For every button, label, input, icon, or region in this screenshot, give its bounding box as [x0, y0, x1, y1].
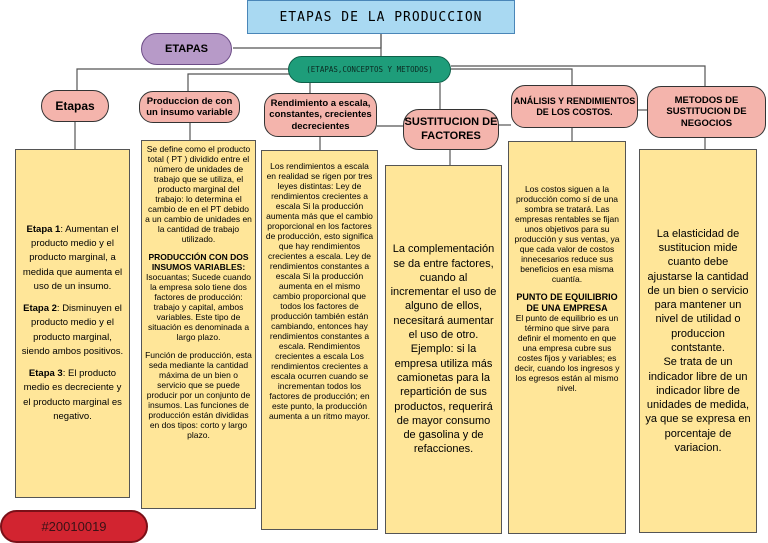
etapa-2-text: : Disminuyen el producto medio y el producto marginal, siendo ambos positivos. — [21, 303, 124, 357]
header-analisis: ANÁLISIS Y RENDIMIENTOS DE LOS COSTOS. — [511, 85, 638, 128]
concepts-node: (ETAPAS,CONCEPTOS Y METODOS) — [288, 56, 451, 83]
sustitucion-box — [385, 165, 502, 534]
rendimiento-text: Los rendimientos a escala en realidad se rigen por tres leyes distintas: Ley de rendimientos crecientes a escala Si la producción aumenta más que el cambio proporcional en los factores de producción, esto significa que hay rendimientos crecientes a escala. Ley de rendimientos constantes a escala Si la producción aumenta en el mismo cambio proporcional que todos los factores de producción también están cambiando, entonces hay rendimientos constantes a escala. Rendimientos crecientes a escala Los rendimientos crecientes a escala ocurren cuando se incrementan todos los factores de producción; en este punto, la producción aumenta a un ritmo mayor. — [265, 161, 374, 422]
etapa-2 — [19, 302, 126, 359]
etapas-box — [15, 149, 130, 498]
etapa-3-label: Etapa 3 — [28, 368, 63, 380]
sustitucion-text: La complementación se da entre factores, cuando al incrementar el uso de alguno de ellos, necesitará aumentar el uso de otro. Ejemplo: si la empresa utiliza más camionetas para la repartición de sus productos, requerirá de mayor consumo de gasolina y de refacciones. — [390, 243, 497, 456]
header-etapas: Etapas — [41, 90, 109, 122]
produccion-paragraph-3: Función de producción, esta seda mediante la cantidad máxima de un bien o servicio que se puede producir por un conjunto de insumos. Las funciones de producción están divididas en dos tipos: corto y largo plazo. — [145, 350, 252, 441]
analisis-paragraph-1: Los costos siguen a la producción como sí de una sombra se tratará. Las empresas rentables se fijan unos objetivos para su producción y sus ventas, ya que cada valor de costos innecesarios reduce sus beneficios en esa misma cuantía. — [514, 184, 620, 285]
etapa-1-text: : Aumentan el producto medio y el producto marginal, a medida que aumenta el uso de un insumo. — [22, 223, 123, 292]
header-sustitucion: SUSTITUCION DE FACTORES — [403, 109, 499, 150]
concepts-to-etapas-header-line — [77, 69, 288, 90]
produccion-paragraph-1: Se define como el producto total ( PT ) dividido entre el número de unidades de trabajo que se utiliza, el producto marginal del trabajo: lo determina el cambio de en el PT debido a un cambio de unidades en la cantidad de trabajo utilizado. — [145, 144, 252, 245]
etapa-1 — [19, 223, 126, 294]
etapa-3-text: : El producto medio es decreciente y el producto marginal es negativo. — [23, 368, 122, 422]
header-metodos: METODOS DE SUSTITUCION DE NEGOCIOS — [647, 86, 766, 138]
etapas-node: ETAPAS — [141, 33, 232, 65]
analisis-box — [508, 141, 626, 534]
header-rendimiento: Rendimiento a escala, constantes, crecientes decrecientes — [264, 93, 377, 137]
concepts-to-produccion-line — [188, 74, 290, 91]
title-to-etapas-line — [233, 34, 381, 48]
header-produccion: Produccion de con un insumo variable — [139, 91, 240, 123]
produccion-paragraph-2: Isocuantas; Sucede cuando la empresa solo tiene dos factores de producción: trabajo y capital, ambos variables. Este tipo de situación es denominada a largo plazo. — [146, 272, 251, 343]
metodos-box — [639, 149, 757, 533]
rendimiento-box — [261, 150, 378, 530]
concepts-to-analisis-line — [451, 69, 572, 85]
etapa-2-label: Etapa 2 — [23, 303, 57, 315]
metodos-paragraph-2: Se trata de un indicador libre de un indicador libre de unidades de medida, ya que se expresa en porcentaje de variacion. — [645, 356, 751, 455]
produccion-box — [141, 140, 256, 509]
produccion-subtitle: PRODUCCIÓN CON DOS INSUMOS VARIABLES: — [148, 252, 249, 273]
id-badge: #20010019 — [0, 510, 148, 543]
etapa-1-label: Etapa 1 — [26, 223, 61, 235]
analisis-paragraph-2: El punto de equilibrio es un término que sirve para definir el momento en que una empresa cubre sus costes fijos y variables; es decir, cuando los ingresos y los egresos están al mismo nivel. — [514, 313, 620, 394]
metodos-paragraph-1: La elasticidad de sustitucion mide cuanto debe ajustarse la cantidad de un bien o servicio para mantener un nivel de utilidad o produccion contstante. — [647, 227, 749, 354]
diagram-title: ETAPAS DE LA PRODUCCION — [247, 0, 515, 34]
etapa-3 — [19, 367, 126, 424]
analisis-subtitle: PUNTO DE EQUILIBRIO DE UNA EMPRESA — [516, 292, 618, 313]
